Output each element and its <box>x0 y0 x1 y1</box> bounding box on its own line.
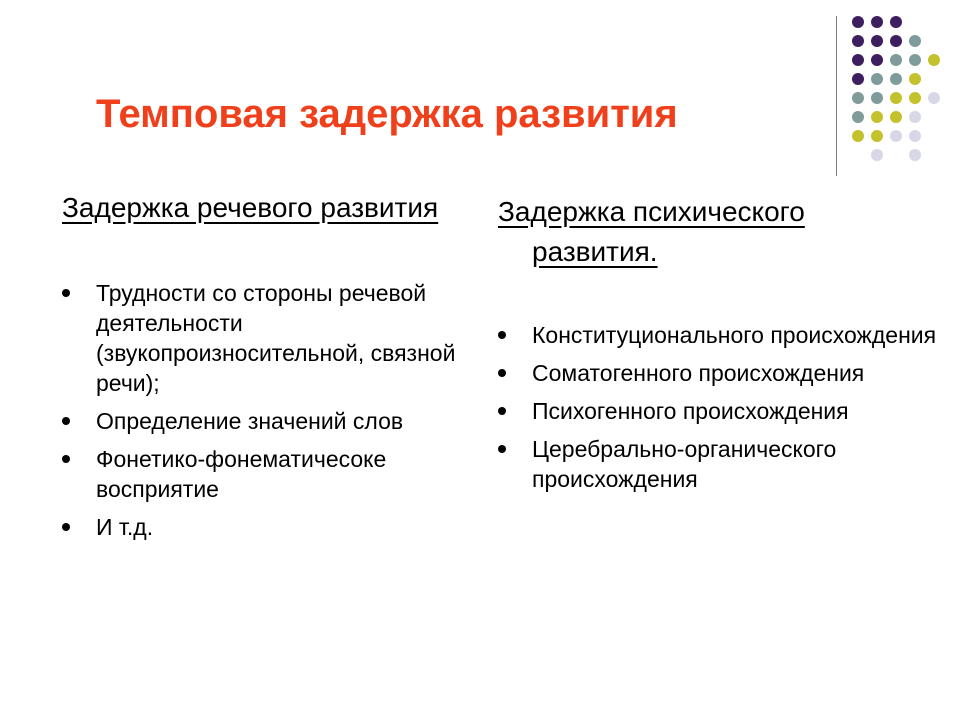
list-item <box>498 434 938 494</box>
vertical-divider <box>836 16 837 176</box>
list-item <box>62 278 472 398</box>
decorative-dot <box>871 73 883 85</box>
decorative-dot <box>852 92 864 104</box>
decorative-dot <box>871 92 883 104</box>
decorative-dot <box>909 130 921 142</box>
right-bullet-list <box>498 320 938 494</box>
bullet-dot-icon <box>62 289 70 297</box>
list-item-text: Определение значений слов <box>96 408 404 434</box>
bullet-dot-icon <box>498 369 506 377</box>
list-item-text: Психогенного происхождения <box>532 398 849 424</box>
list-item <box>498 320 938 350</box>
left-column <box>62 188 472 550</box>
slide-title: Темповая задержка развития <box>96 92 678 136</box>
list-item <box>498 358 938 388</box>
list-item-text: Конституционального происхождения <box>532 322 937 348</box>
decorative-dot <box>909 54 921 66</box>
bullet-dot-icon <box>498 445 506 453</box>
decorative-dot <box>852 35 864 47</box>
bullet-dot-icon <box>498 331 506 339</box>
decorative-dot <box>852 73 864 85</box>
decorative-dot <box>871 149 883 161</box>
list-item <box>62 444 472 504</box>
decorative-dot <box>890 92 902 104</box>
list-item <box>498 396 938 426</box>
decorative-dot <box>871 35 883 47</box>
decorative-dot <box>909 73 921 85</box>
decorative-dot <box>909 92 921 104</box>
bullet-dot-icon <box>498 407 506 415</box>
decorative-dot <box>852 111 864 123</box>
list-item-text: Церебрально-органического происхождения <box>532 436 837 492</box>
left-column-heading: Задержка речевого развития <box>62 192 439 223</box>
bullet-dot-icon <box>62 417 70 425</box>
decorative-dot-grid <box>852 16 948 156</box>
right-column-heading: Задержка психического развития. <box>498 196 805 267</box>
decorative-dot <box>928 92 940 104</box>
decorative-dot <box>909 35 921 47</box>
decorative-dot <box>890 73 902 85</box>
right-column <box>498 192 938 502</box>
decorative-dot <box>928 54 940 66</box>
decorative-dot <box>871 130 883 142</box>
list-item <box>62 406 472 436</box>
decorative-dot <box>852 16 864 28</box>
decorative-dot <box>890 16 902 28</box>
decorative-dot <box>890 111 902 123</box>
decorative-dot <box>890 130 902 142</box>
list-item-text: Фонетико-фонематичесоке восприятие <box>96 446 387 502</box>
decorative-dot <box>909 149 921 161</box>
decorative-dot <box>852 130 864 142</box>
decorative-dot <box>871 16 883 28</box>
list-item-text: И т.д. <box>96 514 154 540</box>
list-item-text: Трудности со стороны речевой деятельности (звукопроизносительной, связной речи); <box>96 280 456 396</box>
decorative-dot <box>909 111 921 123</box>
decorative-dot <box>871 111 883 123</box>
left-bullet-list <box>62 278 472 542</box>
decorative-dot <box>890 54 902 66</box>
bullet-dot-icon <box>62 455 70 463</box>
list-item <box>62 512 472 542</box>
list-item-text: Соматогенного происхождения <box>532 360 865 386</box>
decorative-dot <box>890 35 902 47</box>
bullet-dot-icon <box>62 523 70 531</box>
decorative-dot <box>871 54 883 66</box>
decorative-dot <box>852 54 864 66</box>
